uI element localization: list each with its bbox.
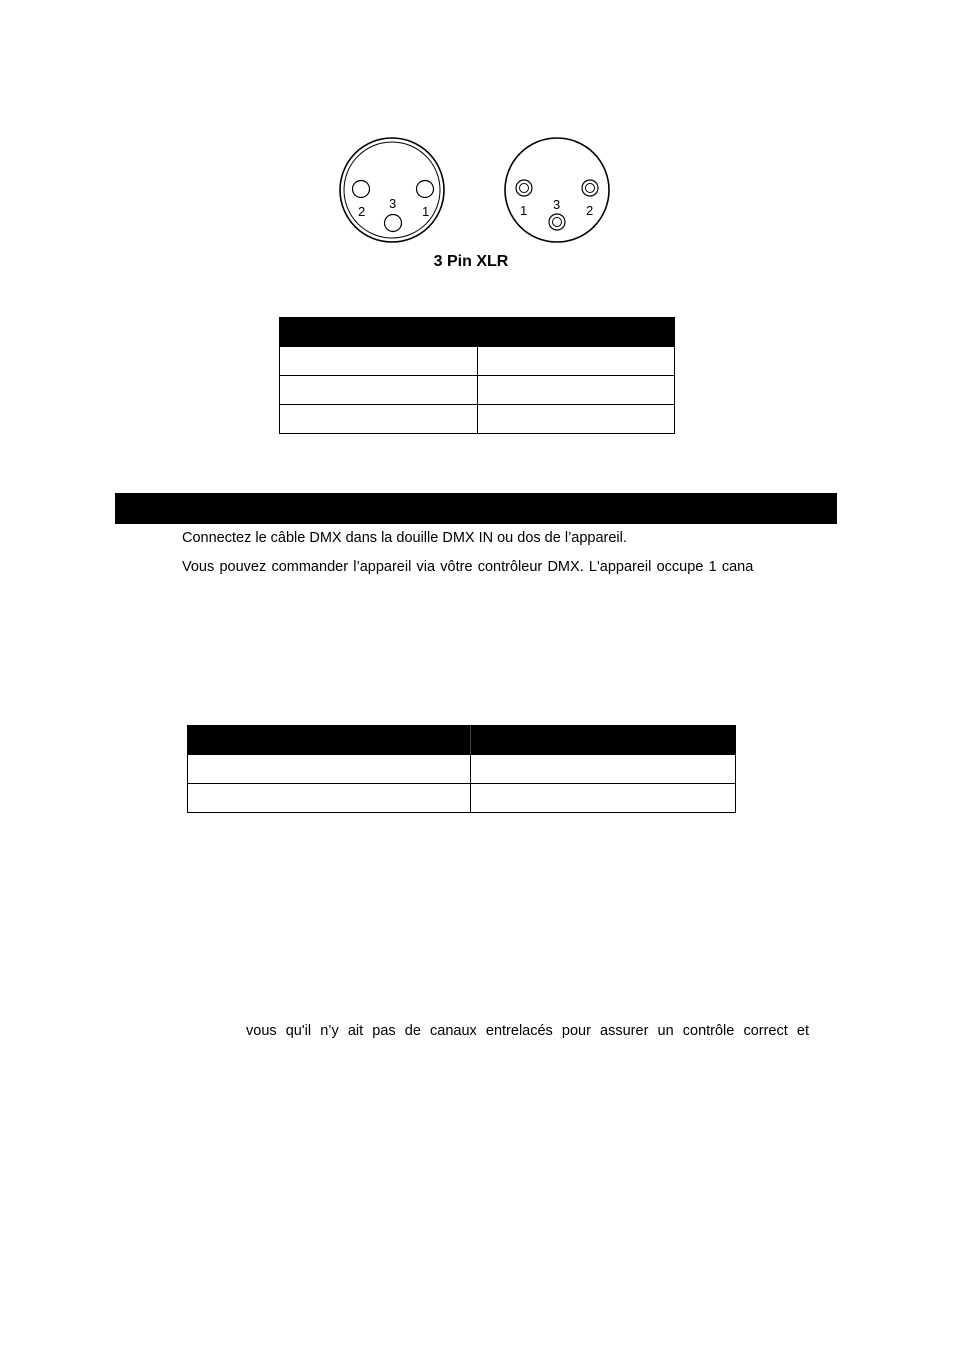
table-row	[280, 405, 675, 434]
male-pin-3	[549, 214, 565, 230]
female-pin-3	[385, 215, 402, 232]
table-cell	[471, 784, 736, 813]
male-pin-label-3: 3	[553, 197, 561, 212]
table-cell	[478, 405, 675, 434]
female-pin-label-3: 3	[389, 196, 397, 211]
table-row	[280, 376, 675, 405]
table-row	[188, 755, 736, 784]
pin-assignment-table	[279, 317, 675, 434]
table-cell	[188, 784, 471, 813]
table-row	[280, 347, 675, 376]
table-header-row	[280, 318, 675, 347]
xlr-female-connector	[340, 138, 444, 242]
table-cell	[188, 755, 471, 784]
table-header-cell	[280, 318, 675, 347]
xlr-male-connector	[505, 138, 609, 242]
table-cell	[280, 405, 478, 434]
section-heading-bar	[115, 493, 837, 524]
male-pin-label-2: 2	[586, 203, 594, 218]
xlr-caption: 3 Pin XLR	[433, 253, 509, 270]
paragraph-dmx-control: Vous pouvez commander l’appareil via vôtre contrôleur DMX. L'appareil occupe 1 cana	[182, 559, 754, 575]
table-cell	[478, 347, 675, 376]
female-pin-1	[417, 181, 434, 198]
table-cell	[280, 347, 478, 376]
female-pin-label-1: 1	[422, 204, 430, 219]
male-pin-label-1: 1	[520, 203, 528, 218]
table-header-cell	[188, 726, 471, 755]
table-cell	[478, 376, 675, 405]
xlr-connector-diagram	[338, 134, 616, 246]
table-cell	[471, 755, 736, 784]
male-pin-1	[516, 180, 532, 196]
dmx-channel-table	[187, 725, 736, 813]
table-header-cell	[471, 726, 736, 755]
male-pin-2	[582, 180, 598, 196]
table-header-row	[188, 726, 736, 755]
female-pin-2	[353, 181, 370, 198]
paragraph-dmx-connection: Connectez le câble DMX dans la douille DMX IN ou dos de l’appareil.	[182, 530, 627, 546]
table-cell	[280, 376, 478, 405]
table-row	[188, 784, 736, 813]
female-pin-label-2: 2	[358, 204, 366, 219]
paragraph-channel-note: vous qu'il n’y ait pas de canaux entrelacés pour assurer un contrôle correct et	[246, 1023, 809, 1039]
